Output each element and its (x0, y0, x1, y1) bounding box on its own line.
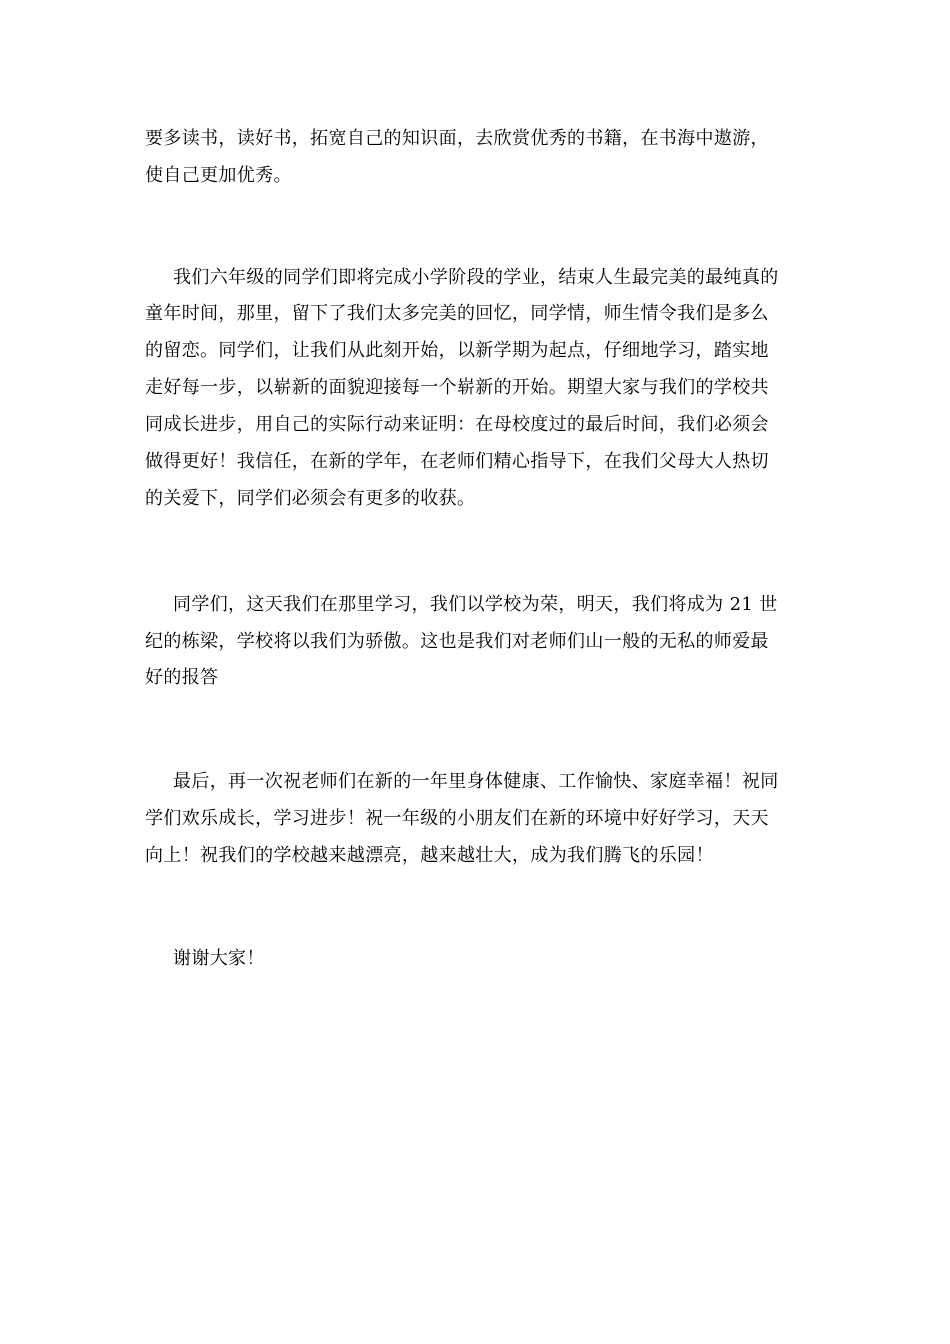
paragraph-2-line-5: 同成长进步，用自己的实际行动来证明：在母校度过的最后时间，我们必须会 (145, 414, 769, 435)
paragraph-2-line-4: 走好每一步，以崭新的面貌迎接每一个崭新的开始。期望大家与我们的学校共 (145, 377, 769, 398)
paragraph-4-line-3: 向上！祝我们的学校越来越漂亮，越来越壮大，成为我们腾飞的乐园！ (145, 845, 714, 866)
paragraph-3-line-1: 同学们，这天我们在那里学习，我们以学校为荣，明天，我们将成为 21 世 (173, 594, 778, 615)
paragraph-4-line-2: 学们欢乐成长，学习进步！祝一年级的小朋友们在新的环境中好好学习，天天 (145, 808, 769, 829)
paragraph-2-line-6: 做得更好！我信任，在新的学年，在老师们精心指导下，在我们父母大人热切 (145, 451, 769, 472)
paragraph-2-line-7: 的关爱下，同学们必须会有更多的收获。 (145, 488, 476, 509)
paragraph-3-line-3: 好的报答 (145, 667, 219, 688)
paragraph-1-line-2: 使自己更加优秀。 (145, 165, 292, 186)
paragraph-4-line-1: 最后，再一次祝老师们在新的一年里身体健康、工作愉快、家庭幸福！祝同 (173, 771, 779, 792)
closing-line: 谢谢大家！ (173, 948, 265, 969)
paragraph-3-line-2: 纪的栋梁，学校将以我们为骄傲。这也是我们对老师们山一般的无私的师爱最 (145, 631, 769, 652)
paragraph-2-line-2: 童年时间，那里，留下了我们太多完美的回忆，同学情，师生情令我们是多么 (145, 303, 769, 324)
paragraph-1-line-1: 要多读书，读好书，拓宽自己的知识面，去欣赏优秀的书籍，在书海中遨游， (145, 128, 769, 149)
paragraph-2-line-1: 我们六年级的同学们即将完成小学阶段的学业，结束人生最完美的最纯真的 (173, 267, 779, 288)
paragraph-2-line-3: 的留恋。同学们，让我们从此刻开始，以新学期为起点，仔细地学习，踏实地 (145, 340, 769, 361)
